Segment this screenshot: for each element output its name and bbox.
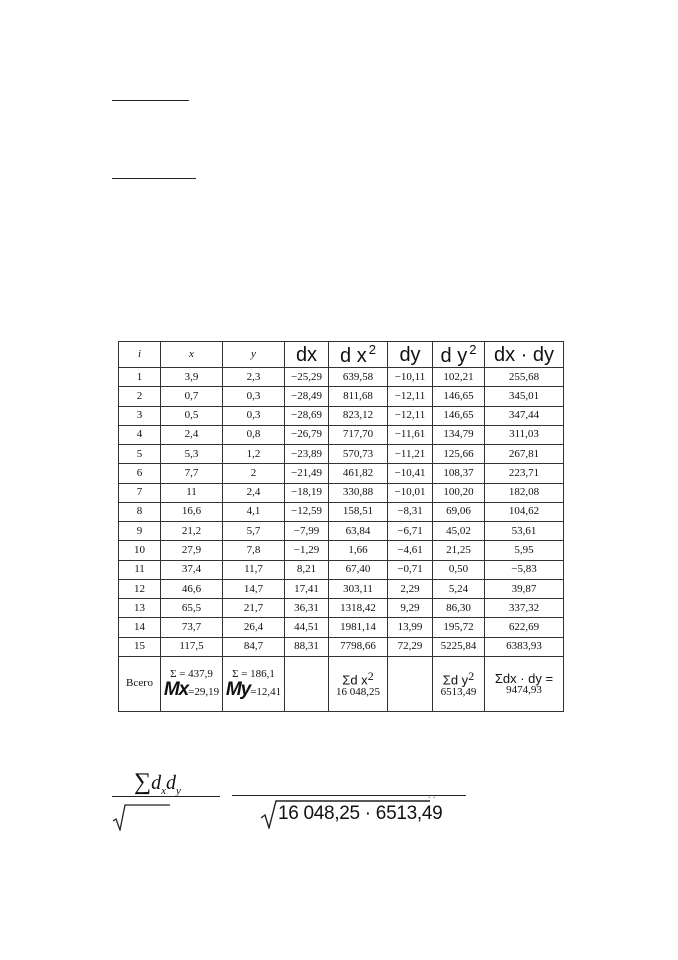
mean-y (223, 680, 284, 699)
table-row (119, 541, 564, 560)
cell-dy2: 125,66 (433, 445, 485, 464)
cell-y: 2,3 (223, 368, 285, 387)
col-header-x: x (161, 342, 223, 368)
cell-dy2: 21,25 (433, 541, 485, 560)
sum-dy2-text: Σd y (442, 672, 469, 688)
cell-dy2: 100,20 (433, 483, 485, 502)
total-dx-cell (285, 656, 329, 711)
cell-dx: −21,49 (285, 464, 329, 483)
cell-y: 0,3 (223, 387, 285, 406)
numerator-d-x: d (151, 772, 162, 794)
total-row (119, 656, 564, 711)
cell-y: 0,3 (223, 406, 285, 425)
cell-dx2: 330,88 (329, 483, 388, 502)
table-row (119, 522, 564, 541)
sum-dy2-value: 6513,49 (440, 686, 477, 699)
cell-x: 37,4 (161, 560, 223, 579)
correlation-table (118, 341, 564, 712)
cell-i: 8 (119, 502, 161, 521)
cell-y: 5,7 (223, 522, 285, 541)
cell-dxdy: −5,83 (485, 560, 564, 579)
cell-dy: −10,01 (388, 483, 433, 502)
cell-dy: 72,29 (388, 637, 433, 656)
cell-dy: −12,11 (388, 387, 433, 406)
formula-numerator (134, 769, 181, 797)
cell-dy: 9,29 (388, 599, 433, 618)
col-header-i: i (119, 342, 161, 368)
col-header-dx2 (329, 342, 388, 368)
cell-dx: −23,89 (285, 445, 329, 464)
cell-i: 4 (119, 425, 161, 444)
cell-y: 0,8 (223, 425, 285, 444)
cell-dy2: 5225,84 (433, 637, 485, 656)
cell-y: 2,4 (223, 483, 285, 502)
total-dy2-cell (433, 656, 485, 711)
numerator-sub-x: x (161, 785, 166, 797)
table-row (119, 502, 564, 521)
sum-dy2-label (433, 670, 484, 688)
mean-x (161, 680, 222, 699)
numerator-d-y: d (166, 772, 176, 794)
cell-dxdy: 6383,93 (485, 637, 564, 656)
cell-dx: −18,19 (285, 483, 329, 502)
table-row (119, 406, 564, 425)
cell-dx2: 7798,66 (329, 637, 388, 656)
cell-i: 9 (119, 522, 161, 541)
col-header-dx2-exponent: 2 (368, 342, 376, 357)
cell-y: 21,7 (223, 599, 285, 618)
cell-dx2: 63,84 (329, 522, 388, 541)
total-x-cell (161, 656, 223, 711)
cell-dx2: 811,68 (329, 387, 388, 406)
sum-dx2-exponent: 2 (367, 668, 374, 683)
cell-dy: 2,29 (388, 579, 433, 598)
cell-dx: −26,79 (285, 425, 329, 444)
cell-dxdy: 345,01 (485, 387, 564, 406)
sum-dy2-exponent: 2 (468, 668, 475, 683)
cell-x: 3,9 (161, 368, 223, 387)
cell-dy: −6,71 (388, 522, 433, 541)
underline-blank-1 (112, 100, 189, 101)
cell-dx2: 158,51 (329, 502, 388, 521)
col-header-dx: dx (285, 342, 329, 368)
total-dx2-cell (329, 656, 388, 711)
table-row (119, 483, 564, 502)
cell-y: 4,1 (223, 502, 285, 521)
table-row (119, 368, 564, 387)
cell-dxdy: 53,61 (485, 522, 564, 541)
cell-x: 73,7 (161, 618, 223, 637)
cell-i: 12 (119, 579, 161, 598)
table-row (119, 464, 564, 483)
cell-dy: 13,99 (388, 618, 433, 637)
cell-dxdy: 255,68 (485, 368, 564, 387)
sum-y: Σ = 186,1 (232, 667, 275, 680)
col-header-dy: dy (388, 342, 433, 368)
sum-dxdy-label: Σdx · dy = (494, 670, 554, 686)
table-row (119, 445, 564, 464)
table-body (119, 368, 564, 712)
cell-i: 5 (119, 445, 161, 464)
table-row (119, 618, 564, 637)
cell-dx2: 303,11 (329, 579, 388, 598)
cell-x: 7,7 (161, 464, 223, 483)
col-header-dy2 (433, 342, 485, 368)
cell-i: 11 (119, 560, 161, 579)
cell-dy: −4,61 (388, 541, 433, 560)
cell-dx: −28,49 (285, 387, 329, 406)
cell-dx: 36,31 (285, 599, 329, 618)
total-label: Всего (119, 656, 161, 711)
cell-dy: −11,21 (388, 445, 433, 464)
cell-dxdy: 267,81 (485, 445, 564, 464)
mean-y-symbol: My (225, 678, 251, 700)
cell-x: 2,4 (161, 425, 223, 444)
cell-dxdy: 311,03 (485, 425, 564, 444)
sum-x: Σ = 437,9 (170, 667, 213, 680)
sum-symbol: ∑ (134, 769, 152, 795)
cell-dx: 44,51 (285, 618, 329, 637)
cell-i: 2 (119, 387, 161, 406)
cell-dx2: 717,70 (329, 425, 388, 444)
formula-trailing-dots: . . (428, 790, 436, 801)
cell-dx2: 1,66 (329, 541, 388, 560)
cell-dx: −1,29 (285, 541, 329, 560)
cell-dy: −8,31 (388, 502, 433, 521)
cell-x: 27,9 (161, 541, 223, 560)
cell-dy2: 102,21 (433, 368, 485, 387)
formula-radicand: 16 048,25 · 6513,49 (278, 803, 443, 824)
cell-dy2: 134,79 (433, 425, 485, 444)
cell-i: 7 (119, 483, 161, 502)
cell-dx: −25,29 (285, 368, 329, 387)
cell-dx: 17,41 (285, 579, 329, 598)
col-header-y: y (223, 342, 285, 368)
mean-y-value: =12,41 (250, 685, 282, 698)
underline-blank-2 (112, 178, 196, 179)
cell-dy2: 0,50 (433, 560, 485, 579)
cell-i: 1 (119, 368, 161, 387)
cell-dy2: 69,06 (433, 502, 485, 521)
cell-x: 65,5 (161, 599, 223, 618)
cell-x: 11 (161, 483, 223, 502)
header-row (119, 342, 564, 368)
table-row (119, 387, 564, 406)
cell-x: 0,7 (161, 387, 223, 406)
cell-dxdy: 347,44 (485, 406, 564, 425)
cell-dy2: 146,65 (433, 406, 485, 425)
cell-y: 14,7 (223, 579, 285, 598)
col-header-dx2-base: d x (340, 345, 367, 367)
cell-dx2: 1981,14 (329, 618, 388, 637)
total-y-cell (223, 656, 285, 711)
cell-i: 3 (119, 406, 161, 425)
cell-dy2: 108,37 (433, 464, 485, 483)
cell-dy2: 86,30 (433, 599, 485, 618)
cell-dx2: 639,58 (329, 368, 388, 387)
cell-x: 0,5 (161, 406, 223, 425)
numerator-sub-y: y (176, 785, 181, 797)
mean-x-symbol: Mx (163, 678, 189, 700)
cell-dy2: 146,65 (433, 387, 485, 406)
cell-dx: 8,21 (285, 560, 329, 579)
cell-x: 5,3 (161, 445, 223, 464)
mean-x-value: =29,19 (188, 685, 220, 698)
table-row (119, 599, 564, 618)
total-dxdy-cell (485, 656, 564, 711)
cell-i: 15 (119, 637, 161, 656)
cell-dx: −7,99 (285, 522, 329, 541)
col-header-dxdy: dx · dy (485, 342, 564, 368)
cell-dx: −28,69 (285, 406, 329, 425)
cell-dxdy: 337,32 (485, 599, 564, 618)
cell-y: 7,8 (223, 541, 285, 560)
cell-y: 11,7 (223, 560, 285, 579)
cell-dy: −11,61 (388, 425, 433, 444)
sum-dx2-label (329, 670, 387, 688)
cell-x: 117,5 (161, 637, 223, 656)
cell-dx2: 570,73 (329, 445, 388, 464)
cell-y: 1,2 (223, 445, 285, 464)
cell-y: 84,7 (223, 637, 285, 656)
cell-x: 21,2 (161, 522, 223, 541)
sum-dx2-value: 16 048,25 (336, 686, 380, 699)
cell-i: 13 (119, 599, 161, 618)
cell-dy: −0,71 (388, 560, 433, 579)
cell-dy: −12,11 (388, 406, 433, 425)
cell-dxdy: 104,62 (485, 502, 564, 521)
cell-dy2: 5,24 (433, 579, 485, 598)
cell-dx: 88,31 (285, 637, 329, 656)
cell-dxdy: 223,71 (485, 464, 564, 483)
cell-dx: −12,59 (285, 502, 329, 521)
table-row (119, 637, 564, 656)
cell-dy: −10,41 (388, 464, 433, 483)
cell-dy2: 195,72 (433, 618, 485, 637)
cell-x: 46,6 (161, 579, 223, 598)
cell-dxdy: 622,69 (485, 618, 564, 637)
cell-dxdy: 39,87 (485, 579, 564, 598)
sum-dxdy-value: 9474,93 (506, 683, 542, 696)
formula-fraction-left (112, 765, 220, 835)
cell-x: 16,6 (161, 502, 223, 521)
fraction-bar-left (112, 796, 220, 797)
table-row (119, 560, 564, 579)
total-dy-cell (388, 656, 433, 711)
table-row (119, 425, 564, 444)
cell-dx2: 67,40 (329, 560, 388, 579)
table-row (119, 579, 564, 598)
cell-i: 6 (119, 464, 161, 483)
col-header-dy2-base: d y (440, 345, 468, 367)
cell-dx2: 823,12 (329, 406, 388, 425)
cell-dx2: 461,82 (329, 464, 388, 483)
col-header-dy2-exponent: 2 (469, 342, 477, 357)
cell-dxdy: 5,95 (485, 541, 564, 560)
cell-i: 10 (119, 541, 161, 560)
sum-dx2-text: Σd x (342, 672, 368, 688)
cell-dy: −10,11 (388, 368, 433, 387)
cell-dxdy: 182,08 (485, 483, 564, 502)
cell-y: 26,4 (223, 618, 285, 637)
cell-dy2: 45,02 (433, 522, 485, 541)
cell-i: 14 (119, 618, 161, 637)
cell-dx2: 1318,42 (329, 599, 388, 618)
square-root-sign-left (112, 803, 172, 831)
cell-y: 2 (223, 464, 285, 483)
